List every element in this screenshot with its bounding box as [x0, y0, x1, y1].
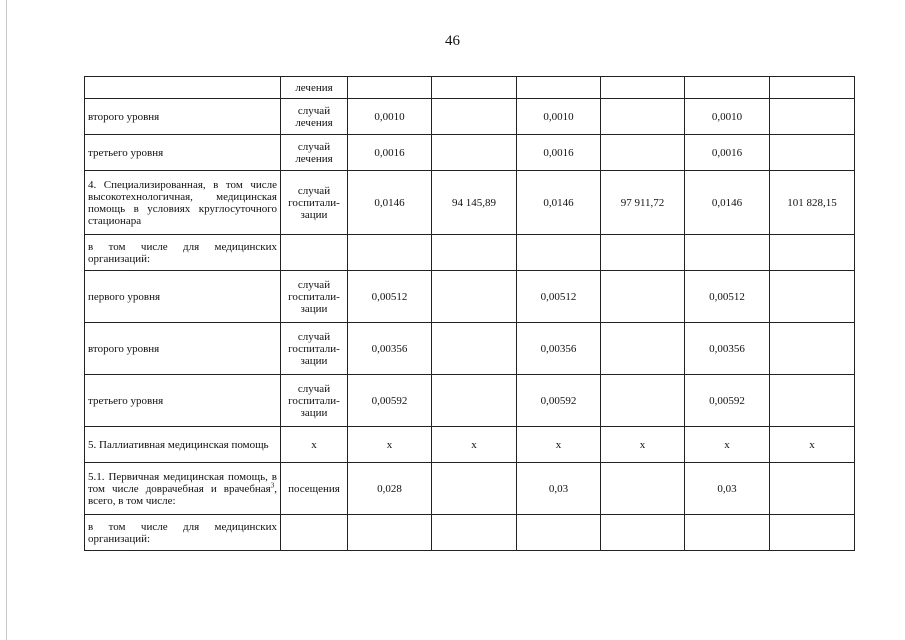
row-unit: случай госпитали-зации	[281, 323, 348, 375]
value-cell	[601, 77, 685, 99]
value-cell: 0,03	[517, 463, 601, 515]
table-row	[85, 171, 855, 235]
value-cell	[348, 235, 432, 271]
row-unit: лечения	[281, 77, 348, 99]
value-cell: 0,028	[348, 463, 432, 515]
row-name-tail: , всего, в том числе:	[88, 482, 277, 507]
value-cell: 0,00356	[348, 323, 432, 375]
value-cell	[432, 135, 517, 171]
value-cell: х	[685, 427, 770, 463]
value-cell	[770, 271, 855, 323]
value-cell	[685, 515, 770, 551]
value-cell: х	[517, 427, 601, 463]
row-unit: случай лечения	[281, 135, 348, 171]
value-cell: 94 145,89	[432, 171, 517, 235]
row-name: в том числе для медицинских организаций:	[85, 515, 281, 551]
value-cell: 0,00512	[348, 271, 432, 323]
value-cell	[770, 135, 855, 171]
value-cell	[601, 515, 685, 551]
row-unit: случай госпитали-зации	[281, 171, 348, 235]
table-row	[85, 271, 855, 323]
value-cell	[770, 463, 855, 515]
value-cell	[517, 515, 601, 551]
row-name: в том числе для медицинских организаций:	[85, 235, 281, 271]
table-row	[85, 77, 855, 99]
table-row	[85, 427, 855, 463]
row-unit	[281, 235, 348, 271]
value-cell: 0,0016	[348, 135, 432, 171]
value-cell: 0,0146	[348, 171, 432, 235]
value-cell	[770, 99, 855, 135]
row-unit: посещения	[281, 463, 348, 515]
value-cell	[432, 99, 517, 135]
row-unit	[281, 515, 348, 551]
table-row	[85, 235, 855, 271]
value-cell: х	[601, 427, 685, 463]
value-cell	[770, 323, 855, 375]
value-cell: 0,0010	[517, 99, 601, 135]
value-cell	[770, 235, 855, 271]
table-row	[85, 375, 855, 427]
value-cell	[348, 77, 432, 99]
value-cell	[432, 323, 517, 375]
value-cell	[517, 77, 601, 99]
row-name: первого уровня	[85, 271, 281, 323]
row-name: 5. Паллиативная медицинская помощь	[85, 427, 281, 463]
value-cell	[517, 235, 601, 271]
table-row	[85, 515, 855, 551]
value-cell: 0,0016	[685, 135, 770, 171]
row-name: третьего уровня	[85, 375, 281, 427]
row-name: третьего уровня	[85, 135, 281, 171]
value-cell	[601, 463, 685, 515]
value-cell: 0,0010	[348, 99, 432, 135]
row-name-text: 5.1. Первичная медицинская помощь, в том числе доврачебная и врачебная	[88, 470, 277, 495]
value-cell	[770, 375, 855, 427]
value-cell	[601, 323, 685, 375]
value-cell: 0,00512	[517, 271, 601, 323]
row-unit: случай госпитали-зации	[281, 271, 348, 323]
scan-edge-line	[6, 0, 7, 640]
table-row	[85, 323, 855, 375]
value-cell: 0,03	[685, 463, 770, 515]
footnote-ref: 3	[270, 480, 275, 489]
value-cell: х	[770, 427, 855, 463]
row-name: второго уровня	[85, 99, 281, 135]
value-cell	[432, 463, 517, 515]
value-cell	[601, 135, 685, 171]
value-cell	[685, 235, 770, 271]
value-cell	[601, 99, 685, 135]
value-cell	[601, 235, 685, 271]
value-cell	[432, 235, 517, 271]
value-cell	[685, 77, 770, 99]
value-cell: 0,00592	[517, 375, 601, 427]
value-cell: 0,0146	[685, 171, 770, 235]
row-name	[85, 77, 281, 99]
row-unit: случай госпитали-зации	[281, 375, 348, 427]
value-cell: 0,00592	[685, 375, 770, 427]
value-cell	[432, 375, 517, 427]
table-row	[85, 135, 855, 171]
value-cell: 0,0016	[517, 135, 601, 171]
value-cell: 0,00592	[348, 375, 432, 427]
value-cell	[601, 375, 685, 427]
row-name: второго уровня	[85, 323, 281, 375]
row-name	[85, 463, 281, 515]
page-number: 46	[445, 33, 460, 49]
value-cell	[601, 271, 685, 323]
value-cell	[770, 77, 855, 99]
value-cell: 0,0010	[685, 99, 770, 135]
value-cell	[432, 515, 517, 551]
value-cell: 97 911,72	[601, 171, 685, 235]
table-row	[85, 463, 855, 515]
value-cell	[348, 515, 432, 551]
value-cell	[432, 271, 517, 323]
value-cell	[770, 515, 855, 551]
value-cell: 0,00512	[685, 271, 770, 323]
row-name: 4. Специализированная, в том числе высокотехнологичная, медицинская помощь в условиях круглосуточного стационара	[85, 171, 281, 235]
value-cell: 101 828,15	[770, 171, 855, 235]
value-cell: 0,00356	[517, 323, 601, 375]
value-cell	[432, 77, 517, 99]
row-unit: случай лечения	[281, 99, 348, 135]
norms-table	[84, 76, 855, 551]
table-row	[85, 99, 855, 135]
value-cell: х	[348, 427, 432, 463]
row-unit: х	[281, 427, 348, 463]
value-cell: 0,0146	[517, 171, 601, 235]
value-cell: 0,00356	[685, 323, 770, 375]
value-cell: х	[432, 427, 517, 463]
